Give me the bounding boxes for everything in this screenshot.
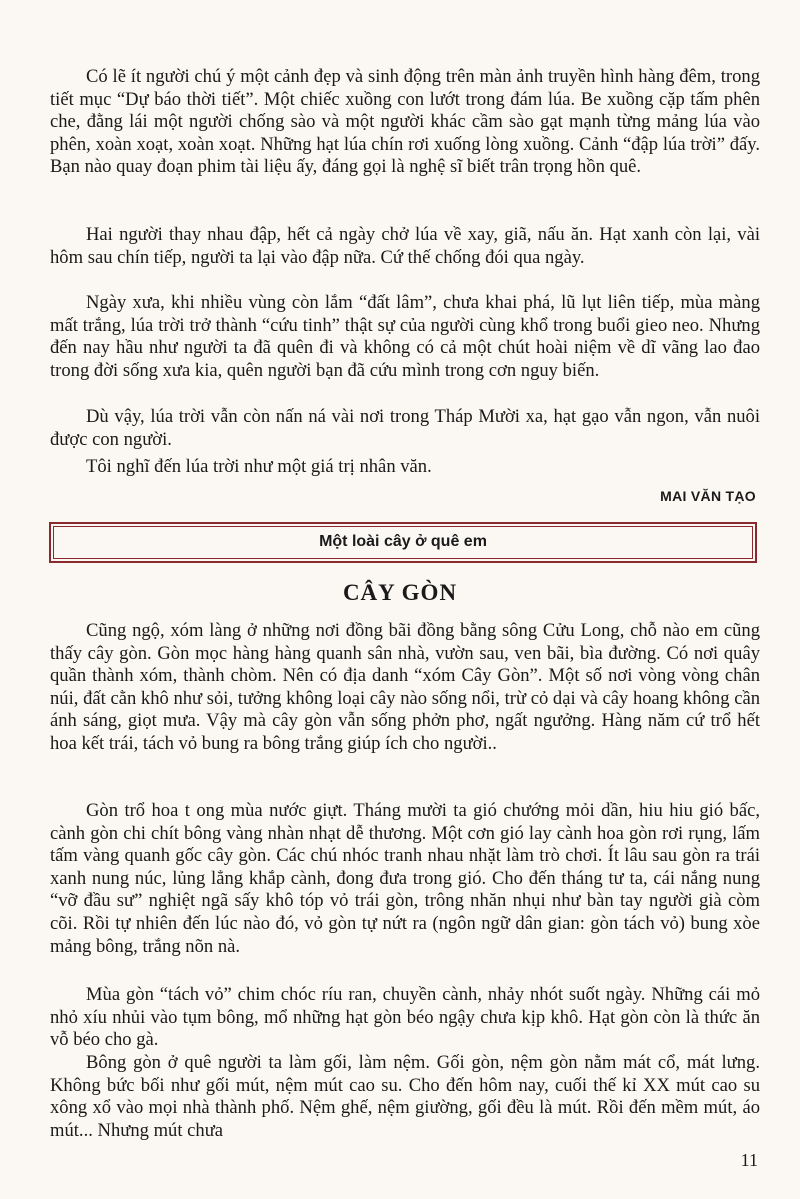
paragraph-du-vay: Dù vậy, lúa trời vẫn còn nấn ná vài nơi trong Tháp Mười xa, hạt gạo vẫn ngon, vẫn nuôi được con người. bbox=[50, 406, 760, 450]
section-label: Một loài cây ở quê em bbox=[319, 533, 487, 550]
section-header-box bbox=[49, 522, 757, 563]
author-name: MAI VĂN TẠO bbox=[660, 488, 756, 504]
page-number: 11 bbox=[740, 1150, 758, 1170]
paragraph-doc-bao-thoi-tiet: Có lẽ ít người chú ý một cảnh đẹp và sinh động trên màn ảnh truyền hình hàng đêm, trong tiết mục “Dự báo thời tiết”. Một chiếc xuồng con lướt trong đám lúa. Be xuồng cặp tấm phên che, đằng lái một người chống sào và một người khác cầm sào gạt mạnh từng mảng lúa vào phên, xoàn xoạt, xoàn xoạt. Những hạt lúa chín rơi xuống lòng xuồng. Cảnh “đập lúa trời” đấy. Bạn nào quay đoạn phim tài liệu ấy, đáng gọi là nghệ sĩ biết trân trọng hồn quê. bbox=[50, 66, 760, 178]
paragraph-gon-tro-hoa: Gòn trổ hoa t ong mùa nước giựt. Tháng mười ta gió chướng mỏi dần, hiu hiu gió bấc, cành gòn chi chít bông vàng nhàn nhạt dễ thương. Một cơn gió lay cành hoa gòn rơi rụng, lấm tấm vàng quanh gốc cây gòn. Các chú nhóc tranh nhau nhặt làm trò chơi. Ít lâu sau gòn ra trái xanh nung núc, lủng lẳng khắp cành, đong đưa trong gió. Cho đến tháng tư ta, cái nắng nung “vỡ đầu sư” nghiệt ngã sấy khô tóp vỏ trái gòn, trông nhăn nhụi như bàn tay người già còm cõi. Rồi tự nhiên đến lúc nào đó, vỏ gòn tự nứt ra (ngôn ngữ dân gian: gòn tách vỏ) bung xòe mảng bông, trắng nõn nà. bbox=[50, 800, 760, 957]
paragraph-cung-ngo: Cũng ngộ, xóm làng ở những nơi đồng bãi đồng bằng sông Cửu Long, chỗ nào em cũng thấy cây gòn. Gòn mọc hàng hàng quanh sân nhà, vườn sau, ven bãi, bìa đường. Có nơi quây quần thành xóm, thành chòm. Nên có địa danh “xóm Cây Gòn”. Một số nơi vòng vòng chân núi, đất cằn khô như sỏi, tưởng không loại cây nào sống nổi, trừ cỏ dại và cây hoang không cần ánh sáng, giọt mưa. Vậy mà cây gòn vẫn sống phởn phơ, ngất ngưởng. Hàng năm cứ trổ hết hoa kết trái, tách vỏ bung ra bông trắng giúp ích cho người.. bbox=[50, 620, 760, 754]
article-title: CÂY GÒN bbox=[342, 580, 458, 605]
paragraph-mua-gon-tach-vo: Mùa gòn “tách vỏ” chim chóc ríu ran, chuyền cành, nhảy nhót suốt ngày. Những cái mỏ nhỏ xíu nhủi vào tụm bông, mổ những hạt gòn béo ngậy chưa kịp khô. Hạt gòn còn là thức ăn vỗ béo cho gà. bbox=[50, 984, 760, 1051]
paragraph-bong-gon: Bông gòn ở quê người ta làm gối, làm nệm. Gối gòn, nệm gòn nằm mát cổ, mát lưng. Không bức bối như gối mút, nệm mút cao su. Cho đến hôm nay, cuối thế kỉ XX mút cao su xông xổ vào mọi nhà thành phố. Nệm ghế, nệm giường, gối đều là mút. Rồi đến mềm mút, áo mút... Nhưng mút chưa bbox=[50, 1052, 760, 1141]
paragraph-toi-nghi: Tôi nghĩ đến lúa trời như một giá trị nhân văn. bbox=[86, 456, 432, 477]
paragraph-ngay-xua: Ngày xưa, khi nhiều vùng còn lắm “đất lâm”, chưa khai phá, lũ lụt liên tiếp, mùa màng mất trắng, lúa trời trở thành “cứu tinh” thật sự của người cùng khổ trong buổi gieo neo. Nhưng đến nay hầu như người ta đã quên đi và không có cả một chút hoài niệm về dĩ vãng lao đao trong đời sống xưa kia, quên người bạn đã cứu mình trong cơn nguy biến. bbox=[50, 292, 760, 381]
paragraph-hai-nguoi-thay-nhau: Hai người thay nhau đập, hết cả ngày chở lúa về xay, giã, nấu ăn. Hạt xanh còn lại, vài hôm sau chín tiếp, người ta lại vào đập nữa. Cứ thế chống đói qua ngày. bbox=[50, 224, 760, 268]
